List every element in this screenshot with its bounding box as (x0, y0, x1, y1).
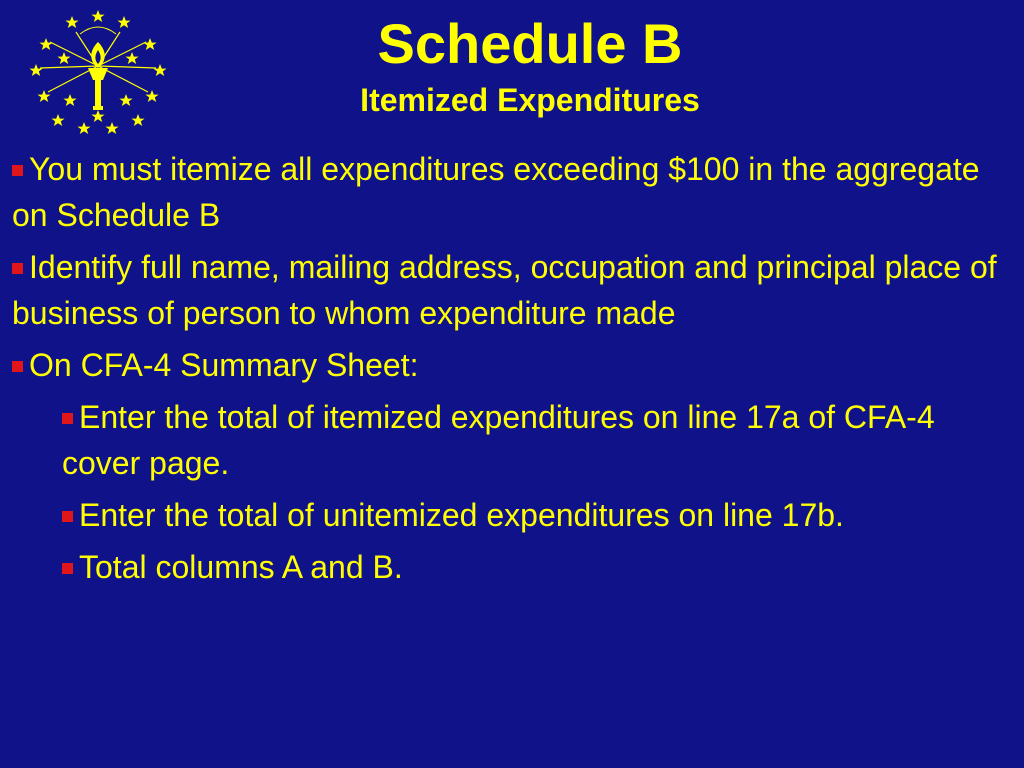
square-bullet-icon (62, 563, 73, 574)
bullet-text: Enter the total of unitemized expenditures on line 17b. (79, 497, 844, 533)
square-bullet-icon (62, 511, 73, 522)
bullet-text: On CFA-4 Summary Sheet: (29, 347, 419, 383)
bullet-text: Identify full name, mailing address, occupation and principal place of business of person to whom expenditure made (12, 249, 997, 331)
square-bullet-icon (12, 361, 23, 372)
bullet-item (12, 342, 1002, 388)
bullet-item (12, 244, 1002, 336)
slide-subtitle: Itemized Expenditures (360, 82, 700, 118)
square-bullet-icon (12, 165, 23, 176)
bullet-text: Enter the total of itemized expenditures on line 17a of CFA-4 cover page. (62, 399, 935, 481)
bullet-item (12, 146, 1002, 238)
sub-bullet-item (62, 492, 1002, 538)
bullet-list (12, 146, 1002, 596)
sub-bullet-item (62, 544, 1002, 590)
indiana-torch-and-stars-icon (28, 6, 168, 138)
bullet-text: Total columns A and B. (79, 549, 403, 585)
sub-bullet-item (62, 394, 1002, 486)
square-bullet-icon (12, 263, 23, 274)
bullet-text: You must itemize all expenditures exceeding $100 in the aggregate on Schedule B (12, 151, 980, 233)
slide-title: Schedule B (377, 12, 683, 75)
square-bullet-icon (62, 413, 73, 424)
